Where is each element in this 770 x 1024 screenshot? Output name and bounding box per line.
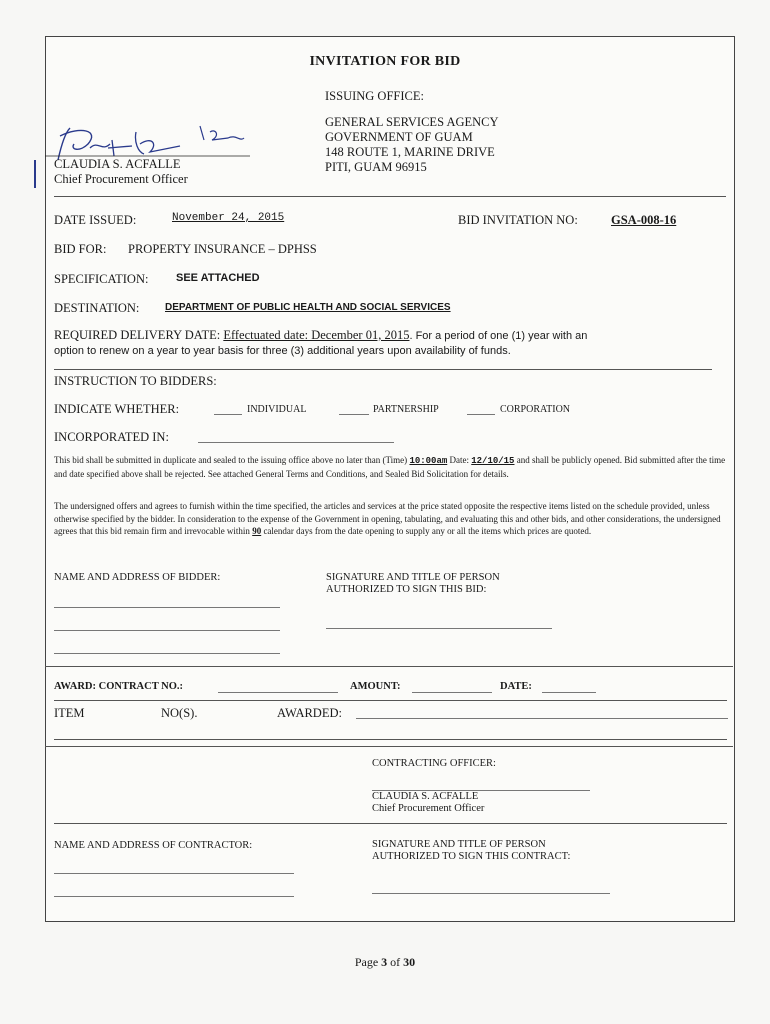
partnership-option: PARTNERSHIP xyxy=(373,404,439,415)
bidder-address-line-3[interactable] xyxy=(54,653,280,654)
delivery-label: REQUIRED DELIVERY DATE: xyxy=(54,328,221,342)
indicate-label: INDICATE WHETHER: xyxy=(54,402,180,416)
signatory-position: Chief Procurement Officer xyxy=(54,172,188,186)
issuing-office-line-4: PITI, GUAM 96915 xyxy=(325,160,427,174)
contractor-address-line-1[interactable] xyxy=(54,873,294,874)
incorporated-field[interactable] xyxy=(198,442,394,443)
amount-field[interactable] xyxy=(412,692,492,693)
bidder-name-label: NAME AND ADDRESS OF BIDDER: xyxy=(54,572,221,583)
bid-invitation-value: GSA-008-16 xyxy=(611,213,677,227)
bid-for-value: PROPERTY INSURANCE – DPHSS xyxy=(128,242,317,256)
issuing-office-label: ISSUING OFFICE: xyxy=(325,89,424,103)
date-issued-label: DATE ISSUED: xyxy=(54,213,137,227)
individual-option: INDIVIDUAL xyxy=(247,404,307,415)
signatory-name: CLAUDIA S. ACFALLE xyxy=(54,157,181,171)
contractor-name-label: NAME AND ADDRESS OF CONTRACTOR: xyxy=(54,840,253,851)
divider xyxy=(54,369,712,370)
issuing-office-line-2: GOVERNMENT OF GUAM xyxy=(325,130,473,144)
page-prefix: Page xyxy=(354,955,382,969)
page-of: of xyxy=(387,955,404,969)
page-number xyxy=(0,955,770,970)
contracting-officer-name: CLAUDIA S. ACFALLE xyxy=(372,791,479,802)
contractor-sign-label-1: SIGNATURE AND TITLE OF PERSON xyxy=(372,839,546,850)
delivery-line-2: option to renew on a year to year basis for three (3) additional years upon availability of funds. xyxy=(54,345,511,357)
divider xyxy=(54,739,727,740)
divider xyxy=(54,823,727,824)
bid-invitation-label: BID INVITATION NO: xyxy=(458,213,578,227)
delivery-period: . For a period of one (1) year with an xyxy=(409,330,588,342)
para2-text-b: calendar days from the date opening to supply any or all the items which prices are quoted. xyxy=(261,526,592,536)
awarded-label: AWARDED: xyxy=(277,706,342,720)
awarded-field[interactable] xyxy=(356,718,728,719)
submission-paragraph xyxy=(54,454,728,480)
bidder-sign-label-1: SIGNATURE AND TITLE OF PERSON xyxy=(326,572,500,583)
item-label: ITEM xyxy=(54,706,85,720)
contractor-address-line-2[interactable] xyxy=(54,896,294,897)
section-divider xyxy=(45,666,733,667)
corporation-blank[interactable] xyxy=(467,414,495,415)
instructions-label: INSTRUCTION TO BIDDERS: xyxy=(54,374,217,388)
para1-text-c: and shall be publicly opened. Bid submitted after the time and date specified above shall be rejected. See attached General Terms and Conditions, and Sealed Bid Solicitation for details. xyxy=(54,455,726,479)
date-issued-value: November 24, 2015 xyxy=(172,212,285,224)
contractor-sign-label-2: AUTHORIZED TO SIGN THIS CONTRACT: xyxy=(372,851,571,862)
nos-label: NO(S). xyxy=(161,706,198,720)
issuing-office-line-1: GENERAL SERVICES AGENCY xyxy=(325,115,499,129)
corporation-option: CORPORATION xyxy=(500,404,571,415)
para1-text-b: Date: xyxy=(447,455,472,465)
date-label: DATE: xyxy=(500,681,532,692)
contract-no-field[interactable] xyxy=(218,692,338,693)
contracting-officer-position: Chief Procurement Officer xyxy=(372,803,485,814)
specification-value: SEE ATTACHED xyxy=(176,272,260,284)
bidder-address-line-1[interactable] xyxy=(54,607,280,608)
partnership-blank[interactable] xyxy=(339,414,369,415)
divider xyxy=(54,196,726,197)
delivery-line-1 xyxy=(54,328,587,343)
individual-blank[interactable] xyxy=(214,414,242,415)
issuing-office-line-3: 148 ROUTE 1, MARINE DRIVE xyxy=(325,145,495,159)
incorporated-label: INCORPORATED IN: xyxy=(54,430,169,444)
section-divider xyxy=(45,746,733,747)
firm-days: 90 xyxy=(252,526,262,536)
submission-date: 12/10/15 xyxy=(471,456,515,466)
page-total: 30 xyxy=(403,955,416,969)
para2-text-a: The undersigned offers and agrees to furnish within the time specified, the articles and services at the price stated opposite the respective items listed on the schedule provided, unless otherwise specified by the bidder. In consideration to the expense of the Government in opening, tabulating, and evaluating this and other bids, and other considerations, the undersigned agrees that this bid remain firm and irrevocable within xyxy=(54,501,721,536)
para1-text-a: This bid shall be submitted in duplicate and sealed to the issuing office above no later than (Time) xyxy=(54,455,410,465)
destination-value: DEPARTMENT OF PUBLIC HEALTH AND SOCIAL SERVICES xyxy=(165,302,451,313)
bidder-sign-label-2: AUTHORIZED TO SIGN THIS BID: xyxy=(326,584,487,595)
submission-time: 10:00am xyxy=(409,456,448,466)
margin-ink-mark xyxy=(34,160,36,188)
award-date-field[interactable] xyxy=(542,692,596,693)
amount-label: AMOUNT: xyxy=(350,681,401,692)
bidder-address-line-2[interactable] xyxy=(54,630,280,631)
page-title: INVITATION FOR BID xyxy=(309,54,461,69)
destination-label: DESTINATION: xyxy=(54,301,140,315)
specification-label: SPECIFICATION: xyxy=(54,272,149,286)
award-contract-label: AWARD: CONTRACT NO.: xyxy=(54,681,184,692)
delivery-effectuated: Effectuated date: December 01, 2015 xyxy=(223,328,410,342)
divider xyxy=(54,700,727,701)
page-current: 3 xyxy=(381,955,388,969)
bid-for-label: BID FOR: xyxy=(54,242,107,256)
bidder-signature-line[interactable] xyxy=(326,628,552,629)
contractor-signature-line[interactable] xyxy=(372,893,610,894)
contracting-officer-label: CONTRACTING OFFICER: xyxy=(372,758,496,769)
offer-paragraph xyxy=(54,500,728,538)
